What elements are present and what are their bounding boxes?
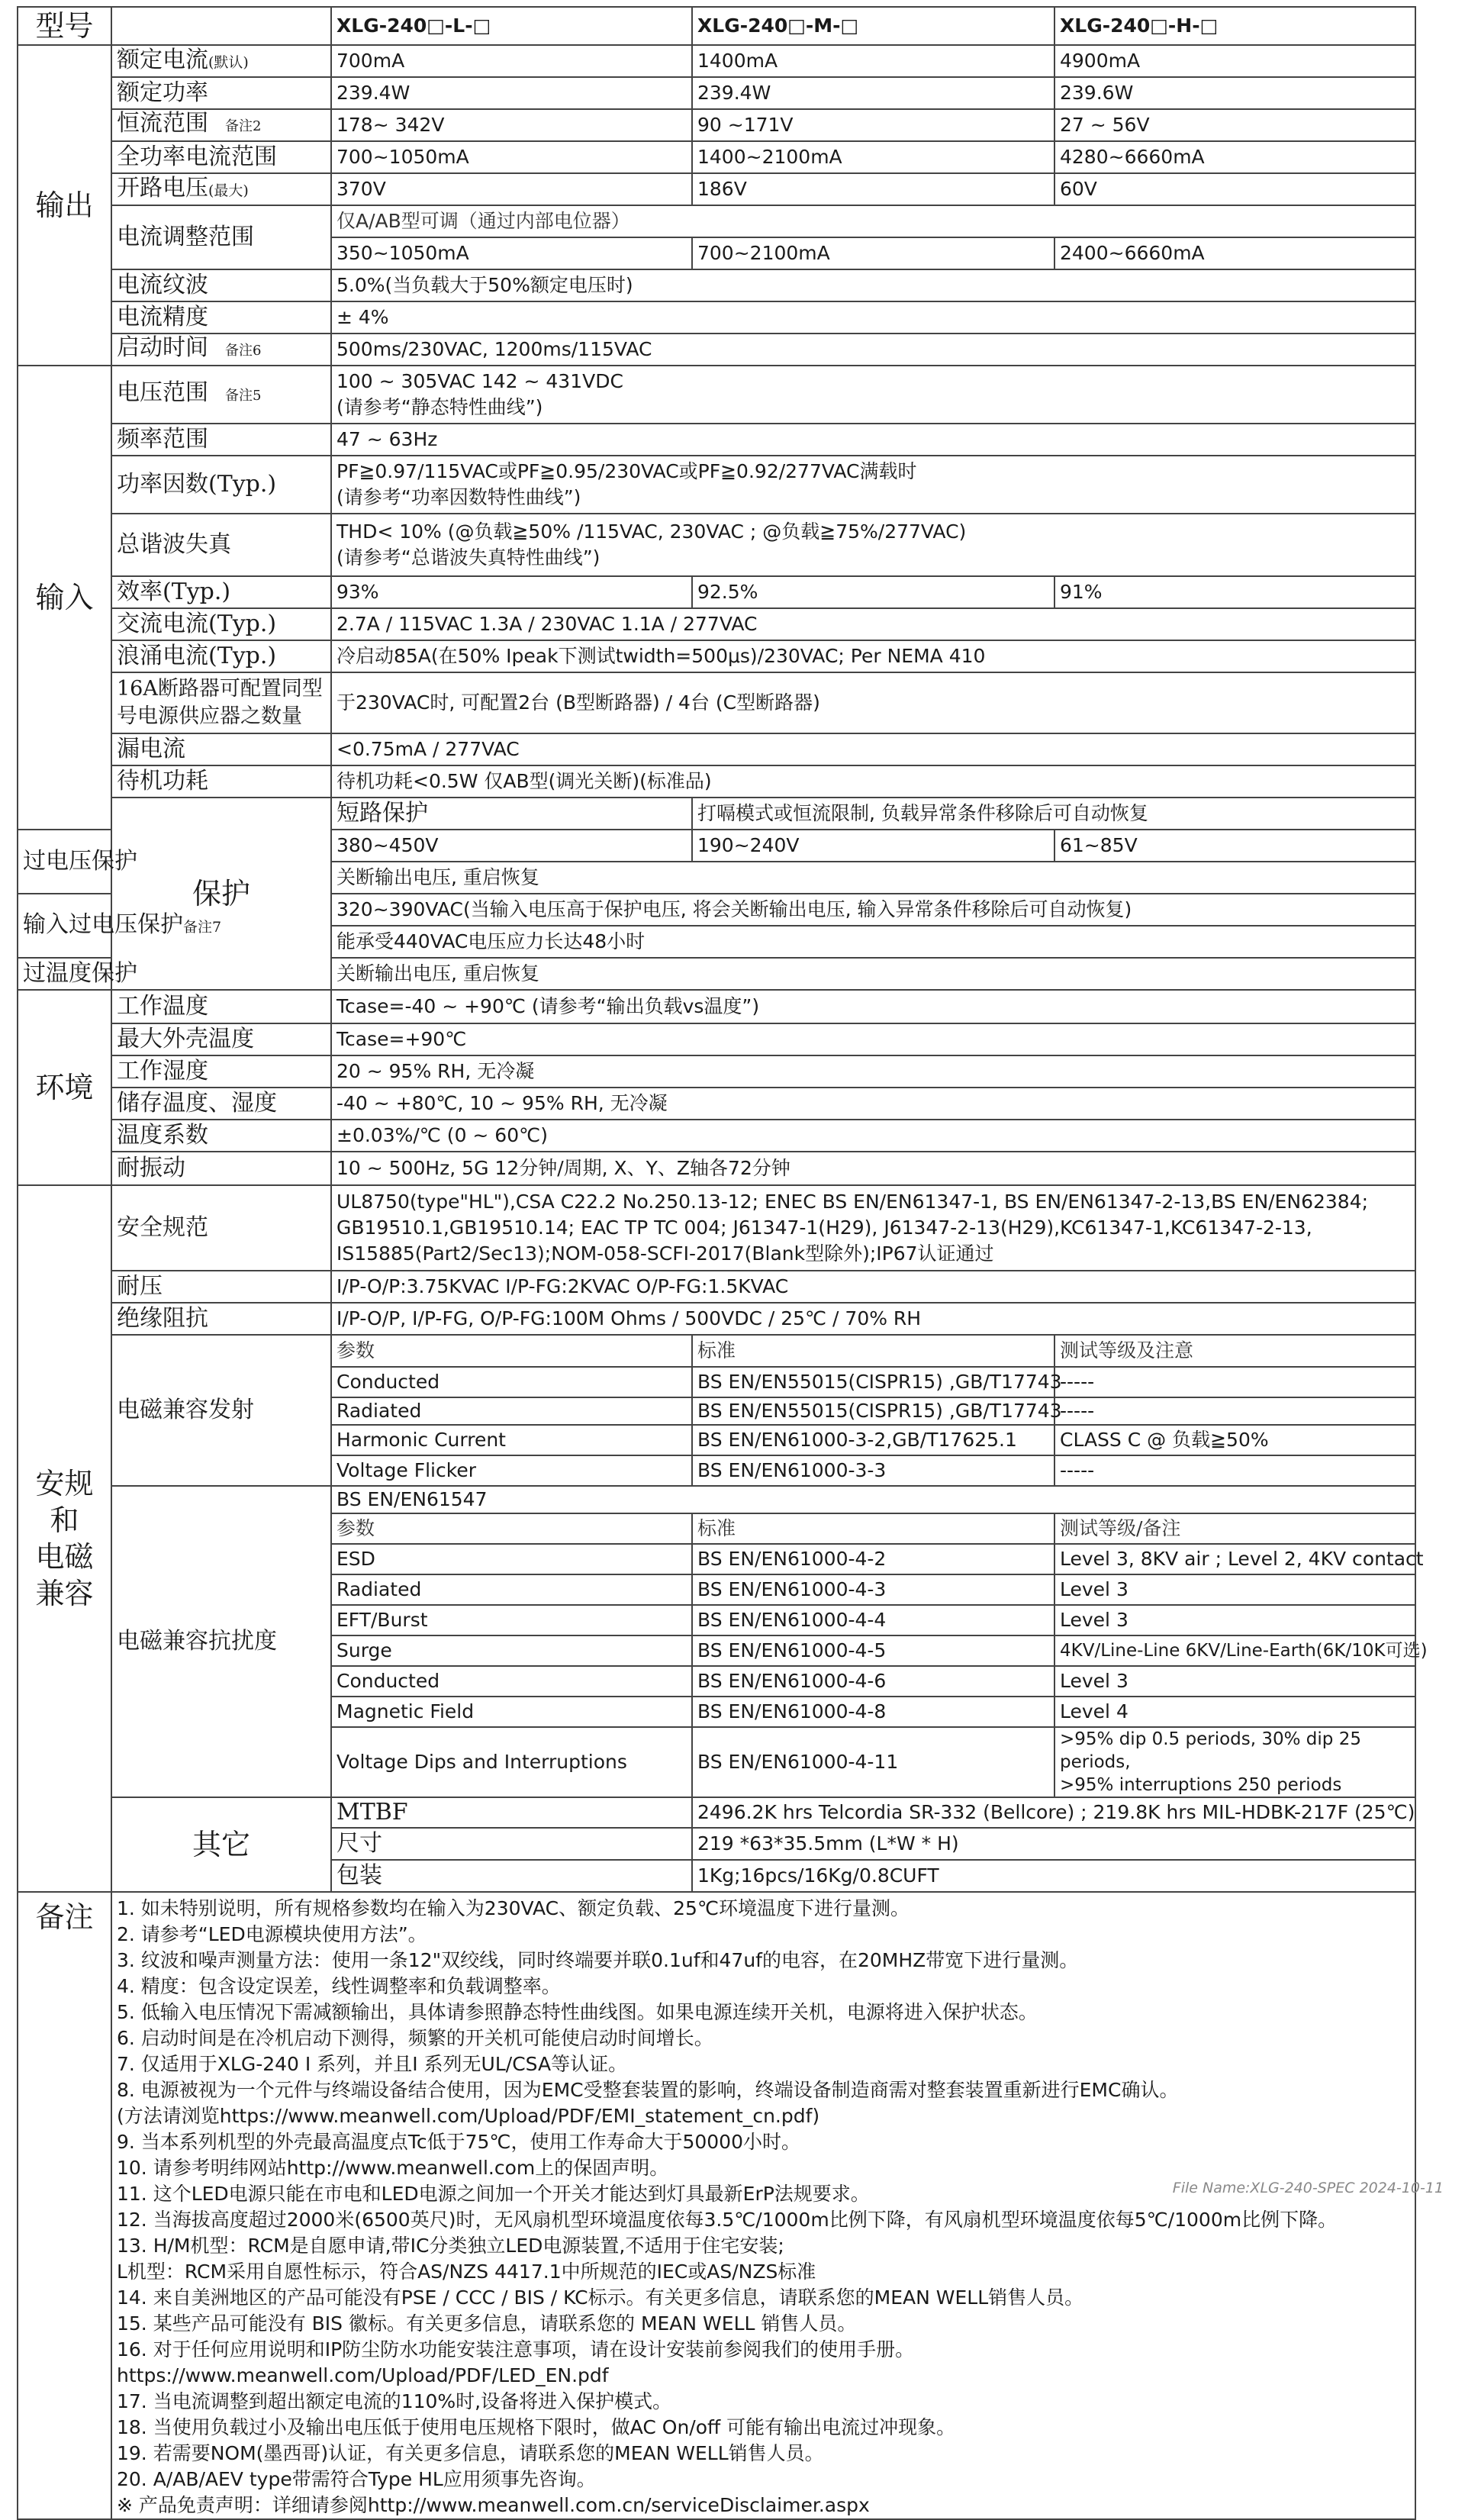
dimension-label: 尺寸	[331, 1828, 692, 1860]
packing-label: 包装	[331, 1860, 692, 1892]
open-circuit-m: 186V	[692, 173, 1054, 205]
immunity-dips-param: Voltage Dips and Interruptions	[331, 1727, 692, 1797]
note-line: 1. 如未特别说明，所有规格参数均在输入为230VAC、额定负载、25℃环境温度下进行量测。	[117, 1897, 910, 1919]
full-power-h: 4280~6660mA	[1054, 141, 1415, 173]
breaker-label: 16A断路器可配置同型 号电源供应器之数量	[111, 672, 331, 733]
note-line: 11. 这个LED电源只能在市电和LED电源之间加一个开关才能达到灯具最新ErP法规要求。	[117, 2183, 870, 2205]
ripple-label: 电流纹波	[111, 269, 331, 301]
in-ovp-line1: 320~390VAC(当输入电压高于保护电压, 将会关断输出电压, 输入异常条件移除后可自动恢复)	[331, 894, 1415, 926]
open-circuit-l: 370V	[331, 173, 692, 205]
vibration-label: 耐振动	[111, 1152, 331, 1185]
freq-value: 47 ~ 63Hz	[331, 424, 1415, 456]
adj-range-m: 700~2100mA	[692, 237, 1054, 269]
isolation-label: 绝缘阻抗	[111, 1303, 331, 1335]
footer-filename: File Name:XLG-240-SPEC 2024-10-11	[1172, 2180, 1444, 2196]
emission-std: BS EN/EN61000-3-2,GB/T17625.1	[692, 1425, 1054, 1455]
immunity-param: Magnetic Field	[331, 1697, 692, 1727]
in-ovp-label: 输入过电压保护备注7	[18, 894, 111, 958]
dimension-value: 219 *63*35.5mm (L*W * H)	[692, 1828, 1415, 1860]
emission-param: Voltage Flicker	[331, 1455, 692, 1486]
immunity-std: BS EN/EN61000-4-6	[692, 1666, 1054, 1697]
inrush-label: 浪涌电流(Typ.)	[111, 640, 331, 672]
note-line: 10. 请参考明纬网站http://www.meanwell.com上的保固声明。	[117, 2157, 669, 2179]
cc-range-m: 90 ~171V	[692, 109, 1054, 141]
temp-coef-value: ±0.03%/℃ (0 ~ 60℃)	[331, 1120, 1415, 1152]
setup-value: 500ms/230VAC, 1200ms/115VAC	[331, 334, 1415, 366]
eff-l: 93%	[331, 576, 692, 608]
note-line: 7. 仅适用于XLG-240 I 系列，并且I 系列无UL/CSA等认证。	[117, 2053, 628, 2075]
note-line: L机型：RCM采用自愿性标示，符合AS/NZS 4417.1中所规范的IEC或AS/NZS标准	[117, 2261, 816, 2283]
leakage-value: <0.75mA / 277VAC	[331, 733, 1415, 765]
note-line: 19. 若需要NOM(墨西哥)认证，有关更多信息，请联系您的MEAN WELL销售人员。	[117, 2442, 824, 2464]
immunity-level: Level 3	[1054, 1574, 1415, 1605]
note-line: 8. 电源被视为一个元件与终端设备结合使用，因为EMC受整套装置的影响，终端设备制造商需对整套装置重新进行EMC确认。	[117, 2079, 1179, 2101]
standby-value: 待机功耗<0.5W 仅AB型(调光关断)(标准品)	[331, 765, 1415, 798]
ovp-l: 380~450V	[331, 830, 692, 862]
ac-current-label: 交流电流(Typ.)	[111, 608, 331, 640]
voltage-range-label: 电压范围 备注5	[111, 366, 331, 424]
immunity-top-standard: BS EN/EN61547	[331, 1486, 1415, 1513]
storage-value: -40 ~ +80℃, 10 ~ 95% RH, 无冷凝	[331, 1088, 1415, 1120]
model-h: XLG-240□-H-□	[1054, 7, 1415, 45]
mtbf-value: 2496.2K hrs Telcordia SR-332 (Bellcore) ; 219.8K hrs MIL-HDBK-217F (25℃)	[692, 1797, 1415, 1828]
note-line: 17. 当电流调整到超出额定电流的110%时,设备将进入保护模式。	[117, 2390, 672, 2412]
eff-h: 91%	[1054, 576, 1415, 608]
packing-value: 1Kg;16pcs/16Kg/0.8CUFT	[692, 1860, 1415, 1892]
eff-label: 效率(Typ.)	[111, 576, 331, 608]
full-power-m: 1400~2100mA	[692, 141, 1054, 173]
immunity-dips-std: BS EN/EN61000-4-11	[692, 1727, 1054, 1797]
humidity-value: 20 ~ 95% RH, 无冷凝	[331, 1055, 1415, 1088]
emission-std: BS EN/EN55015(CISPR15) ,GB/T17743	[692, 1397, 1054, 1425]
emc-emission-label: 电磁兼容发射	[111, 1335, 331, 1486]
note-line: https://www.meanwell.com/Upload/PDF/LED_EN.pdf	[117, 2364, 609, 2386]
max-case-value: Tcase=+90℃	[331, 1023, 1415, 1055]
immunity-head-param: 参数	[331, 1513, 692, 1544]
immunity-std: BS EN/EN61000-4-3	[692, 1574, 1054, 1605]
ripple-value: 5.0%(当负载大于50%额定电压时)	[331, 269, 1415, 301]
section-input: 输入	[18, 366, 111, 830]
immunity-dips-level: >95% dip 0.5 periods, 30% dip 25 periods, >95% interruptions 250 periods	[1054, 1727, 1415, 1797]
immunity-level: Level 3	[1054, 1666, 1415, 1697]
temp-coef-label: 温度系数	[111, 1120, 331, 1152]
inrush-value: 冷启动85A(在50% Ipeak下测试twidth=500μs)/230VAC; Per NEMA 410	[331, 640, 1415, 672]
emc-immunity-label: 电磁兼容抗扰度	[111, 1486, 331, 1797]
immunity-std: BS EN/EN61000-4-4	[692, 1605, 1054, 1635]
section-safety-emc: 安规 和 电磁 兼容	[18, 1185, 111, 1892]
notes-list	[111, 1892, 1415, 2519]
tolerance-value: ± 4%	[331, 301, 1415, 334]
emission-param: Conducted	[331, 1367, 692, 1397]
rated-current-m: 1400mA	[692, 45, 1054, 77]
breaker-value: 于230VAC时, 可配置2台 (B型断路器) / 4台 (C型断路器)	[331, 672, 1415, 733]
emission-std: BS EN/EN55015(CISPR15) ,GB/T17743	[692, 1367, 1054, 1397]
section-output: 输出	[18, 45, 111, 366]
otp-value: 关断输出电压, 重启恢复	[331, 958, 1415, 990]
ovp-label: 过电压保护	[18, 830, 111, 894]
immunity-std: BS EN/EN61000-4-8	[692, 1697, 1054, 1727]
immunity-level: Level 4	[1054, 1697, 1415, 1727]
adj-range-h: 2400~6660mA	[1054, 237, 1415, 269]
immunity-std: BS EN/EN61000-4-5	[692, 1635, 1054, 1666]
vibration-value: 10 ~ 500Hz, 5G 12分钟/周期, X、Y、Z轴各72分钟	[331, 1152, 1415, 1185]
emission-param: Radiated	[331, 1397, 692, 1425]
withstand-label: 耐压	[111, 1271, 331, 1303]
leakage-label: 漏电流	[111, 733, 331, 765]
section-environment: 环境	[18, 990, 111, 1185]
short-value: 打嗝模式或恒流限制, 负载异常条件移除后可自动恢复	[692, 798, 1415, 830]
immunity-std: BS EN/EN61000-4-2	[692, 1544, 1054, 1574]
rated-power-h: 239.6W	[1054, 77, 1415, 109]
work-temp-label: 工作温度	[111, 990, 331, 1023]
emission-level: -----	[1054, 1455, 1415, 1486]
emission-param: Harmonic Current	[331, 1425, 692, 1455]
ac-current-value: 2.7A / 115VAC 1.3A / 230VAC 1.1A / 277VAC	[331, 608, 1415, 640]
freq-label: 频率范围	[111, 424, 331, 456]
cc-range-l: 178~ 342V	[331, 109, 692, 141]
emission-head-level: 测试等级及注意	[1054, 1335, 1415, 1367]
note-line: 20. A/AB/AEV type带需符合Type HL应用须事先咨询。	[117, 2468, 596, 2490]
rated-current-l: 700mA	[331, 45, 692, 77]
emission-level: CLASS C @ 负载≧50%	[1054, 1425, 1415, 1455]
standby-label: 待机功耗	[111, 765, 331, 798]
cc-range-h: 27 ~ 56V	[1054, 109, 1415, 141]
immunity-level: Level 3, 8KV air ; Level 2, 4KV contact	[1054, 1544, 1415, 1574]
model-l: XLG-240□-L-□	[331, 7, 692, 45]
section-others: 其它	[111, 1797, 331, 1892]
adj-range-desc: 仅A/AB型可调（通过内部电位器）	[331, 205, 1415, 237]
note-line: 2. 请参考“LED电源模块使用方法”。	[117, 1923, 427, 1945]
open-circuit-h: 60V	[1054, 173, 1415, 205]
pf-value: PF≧0.97/115VAC或PF≧0.95/230VAC或PF≧0.92/277VAC满载时 (请参考“功率因数特性曲线”)	[331, 456, 1415, 514]
otp-label: 过温度保护	[18, 958, 111, 990]
rated-power-label: 额定功率	[111, 77, 331, 109]
immunity-head-std: 标准	[692, 1513, 1054, 1544]
emission-head-std: 标准	[692, 1335, 1054, 1367]
adj-range-label: 电流调整范围	[111, 205, 331, 269]
note-line: 5. 低输入电压情况下需减额输出，具体请参照静态特性曲线图。如果电源连续开关机，电源将进入保护状态。	[117, 2001, 1038, 2023]
note-line: 12. 当海拔高度超过2000米(6500英尺)时，无风扇机型环境温度依每3.5℃/1000m比例下降，有风扇机型环境温度依每5℃/1000m比例下降。	[117, 2209, 1338, 2231]
rated-power-m: 239.4W	[692, 77, 1054, 109]
immunity-level: Level 3	[1054, 1605, 1415, 1635]
thd-value: THD< 10% (@负载≧50% /115VAC, 230VAC ; @负载≧75%/277VAC) (请参考“总谐波失真特性曲线”)	[331, 514, 1415, 576]
note-line: 4. 精度：包含设定误差，线性调整率和负载调整率。	[117, 1975, 561, 1997]
in-ovp-line2: 能承受440VAC电压应力长达48小时	[331, 926, 1415, 958]
note-line: ※ 产品免责声明：详细请参阅http://www.meanwell.com.cn/serviceDisclaimer.aspx	[117, 2494, 870, 2516]
note-line: 15. 某些产品可能没有 BIS 徽标。有关更多信息，请联系您的 MEAN WELL 销售人员。	[117, 2312, 857, 2335]
ovp-desc: 关断输出电压, 重启恢复	[331, 862, 1415, 894]
mtbf-label: MTBF	[331, 1797, 692, 1828]
isolation-value: I/P-O/P, I/P-FG, O/P-FG:100M Ohms / 500VDC / 25℃ / 70% RH	[331, 1303, 1415, 1335]
rated-current-label: 额定电流(默认)	[111, 45, 331, 77]
emission-level: -----	[1054, 1397, 1415, 1425]
pf-label: 功率因数(Typ.)	[111, 456, 331, 514]
adj-range-l: 350~1050mA	[331, 237, 692, 269]
note-line: 14. 来自美洲地区的产品可能没有PSE / CCC / BIS / KC标示。有关更多信息，请联系您的MEAN WELL销售人员。	[117, 2286, 1084, 2309]
note-line: 9. 当本系列机型的外壳最高温度点Tc低于75℃，使用工作寿命大于50000小时。	[117, 2131, 800, 2153]
work-temp-value: Tcase=-40 ~ +90℃ (请参考“输出负载vs温度”)	[331, 990, 1415, 1023]
humidity-label: 工作湿度	[111, 1055, 331, 1088]
immunity-head-level: 测试等级/备注	[1054, 1513, 1415, 1544]
full-power-l: 700~1050mA	[331, 141, 692, 173]
ovp-h: 61~85V	[1054, 830, 1415, 862]
immunity-param: ESD	[331, 1544, 692, 1574]
withstand-value: I/P-O/P:3.75KVAC I/P-FG:2KVAC O/P-FG:1.5KVAC	[331, 1271, 1415, 1303]
eff-m: 92.5%	[692, 576, 1054, 608]
tolerance-label: 电流精度	[111, 301, 331, 334]
model-m: XLG-240□-M-□	[692, 7, 1054, 45]
immunity-param: EFT/Burst	[331, 1605, 692, 1635]
note-line: 13. H/M机型：RCM是自愿申请,带IC分类独立LED电源装置,不适用于住宅安装;	[117, 2235, 784, 2257]
full-power-label: 全功率电流范围	[111, 141, 331, 173]
model-header-label: 型号	[18, 7, 111, 45]
rated-current-h: 4900mA	[1054, 45, 1415, 77]
rated-power-l: 239.4W	[331, 77, 692, 109]
note-line: (方法请浏览https://www.meanwell.com/Upload/PDF/EMI_statement_cn.pdf)	[117, 2105, 820, 2127]
ovp-m: 190~240V	[692, 830, 1054, 862]
note-line: 18. 当使用负载过小及输出电压低于使用电压规格下限时，做AC On/off 可能有输出电流过冲现象。	[117, 2416, 956, 2438]
spec-table	[17, 6, 1428, 2520]
short-label: 短路保护	[331, 798, 692, 830]
safety-standards-label: 安全规范	[111, 1185, 331, 1271]
open-circuit-label: 开路电压(最大)	[111, 173, 331, 205]
storage-label: 储存温度、湿度	[111, 1088, 331, 1120]
immunity-param: Conducted	[331, 1666, 692, 1697]
safety-standards-value: UL8750(type"HL"),CSA C22.2 No.250.13-12; ENEC BS EN/EN61347-1, BS EN/EN61347-2-13,BS EN/EN62384; GB19510.1,GB19510.14; EAC TP TC 004; J61347-1(H29), J61347-2-13(H29),KC61347-1,KC61347-2-13, IS15885(Part2/Sec13);NOM-058-SCFI-2017(Blank型除外);IP67认证通过	[331, 1185, 1415, 1271]
max-case-label: 最大外壳温度	[111, 1023, 331, 1055]
immunity-param: Surge	[331, 1635, 692, 1666]
section-protection: 保护	[111, 798, 331, 990]
setup-label: 启动时间 备注6	[111, 334, 331, 366]
note-line: 16. 对于任何应用说明和IP防尘防水功能安装注意事项，请在设计安装前参阅我们的使用手册。	[117, 2338, 915, 2360]
section-notes: 备注	[18, 1892, 111, 2519]
emission-std: BS EN/EN61000-3-3	[692, 1455, 1054, 1486]
emission-level: -----	[1054, 1367, 1415, 1397]
note-line: 3. 纹波和噪声测量方法：使用一条12"双绞线，同时终端要并联0.1uf和47uf的电容，在20MHZ带宽下进行量测。	[117, 1949, 1079, 1971]
voltage-range-value: 100 ~ 305VAC 142 ~ 431VDC (请参考“静态特性曲线”)	[331, 366, 1415, 424]
note-line: 6. 启动时间是在冷机启动下测得，频繁的开关机可能使启动时间增长。	[117, 2027, 713, 2049]
thd-label: 总谐波失真	[111, 514, 331, 576]
immunity-param: Radiated	[331, 1574, 692, 1605]
cc-range-label: 恒流范围 备注2	[111, 109, 331, 141]
emission-head-param: 参数	[331, 1335, 692, 1367]
immunity-level: 4KV/Line-Line 6KV/Line-Earth(6K/10K可选)	[1054, 1635, 1415, 1666]
